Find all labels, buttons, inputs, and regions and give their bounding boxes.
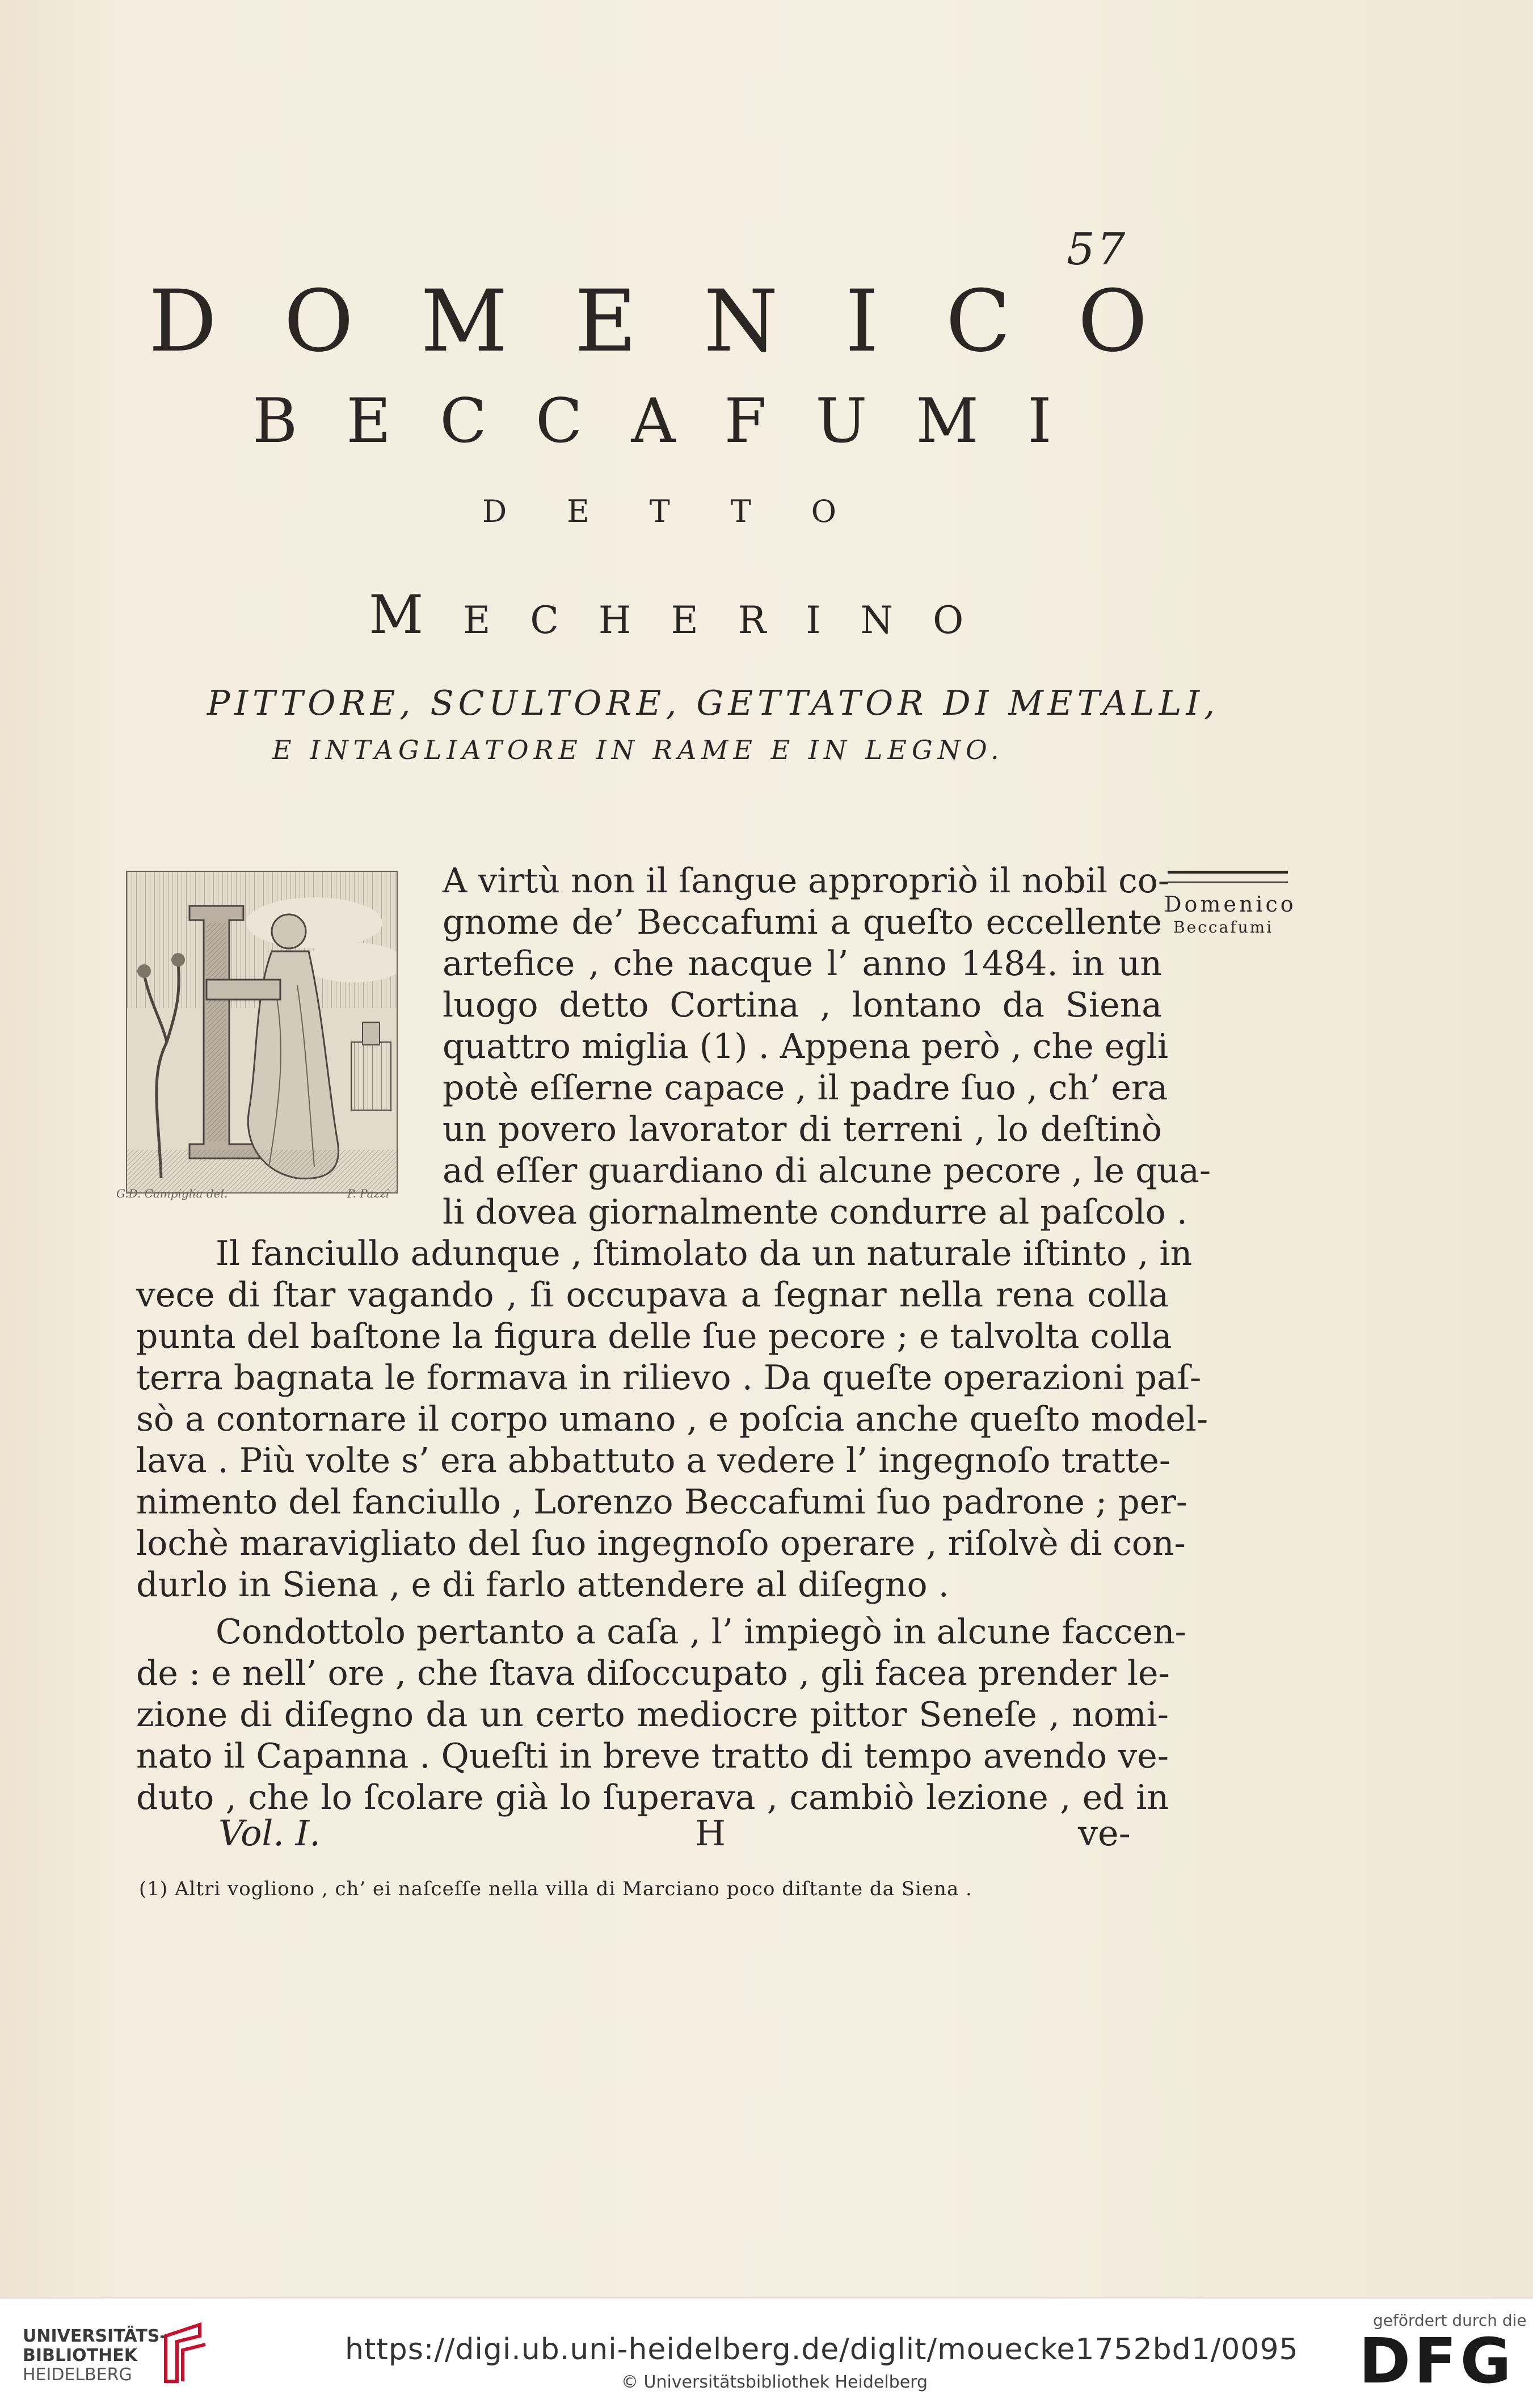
library-name [23,2327,167,2365]
title-mecherino [369,584,1533,646]
engraving-signature-left: G.D. Campiglia del. [116,1187,228,1200]
body-line: potè eſſerne capace , il padre ſuo , ch’ era [443,1068,1168,1108]
body-line: gnome de’ Beccafumi a queſto eccellente [443,903,1162,942]
permalink-url[interactable]: https://digi.ub.uni-heidelberg.de/diglit/mouecke1752bd1/0095 [345,2333,1299,2367]
title-domenico: DOMENICO [149,272,1215,371]
engraving-signature-right: P. Pazzi [347,1187,390,1200]
viewer-footer [0,2297,1533,2408]
page-number: 57 [1067,224,1128,275]
body-line: zione di diſegno da un certo mediocre pittor Seneſe , nomi- [136,1695,1169,1735]
title-detto: DETTO [482,494,897,529]
subtitle-line-1: PITTORE, SCULTORE, GETTATOR DI METALLI, [207,684,1220,723]
body-line: Il fanciullo adunque , ſtimolato da un naturale iſtinto , in [216,1234,1193,1273]
catchword: ve- [1078,1812,1131,1854]
body-line: un povero lavorator di terreni , lo deſtinò [443,1110,1162,1149]
dfg-logo[interactable]: DFG [1359,2325,1515,2397]
margin-note-line-2: Beccafumi [1173,918,1274,937]
copyright-notice: © Universitätsbibliothek Heidelberg [621,2372,928,2392]
body-line: terra bagnata le formava in rilievo . Da queſte operazioni paſ- [136,1358,1202,1398]
body-line: sò a contornare il corpo umano , e poſcia anche queſto model- [136,1399,1208,1439]
decorated-initial-engraving [126,871,398,1194]
subtitle-line-2: E INTAGLIATORE IN RAME E IN LEGNO. [272,735,1004,765]
body-line: artefice , che nacque l’ anno 1484. in un [443,944,1162,984]
body-line: punta del baſtone la figura delle ſue pecore ; e talvolta colla [136,1317,1172,1356]
library-city: HEIDELBERG [23,2365,132,2385]
library-name-line-2: BIBLIOTHEK [23,2346,137,2365]
library-name-line-1: UNIVERSITÄTS- [23,2326,167,2346]
library-logo-icon[interactable] [154,2319,211,2387]
body-line: duto , che lo ſcolare già lo ſuperava , cambiò lezione , ed in [136,1778,1169,1817]
body-line: Condottolo pertanto a caſa , l’ impiegò in alcune faccen- [216,1612,1186,1652]
body-line: nimento del fanciullo , Lorenzo Beccafumi ſuo padrone ; per- [136,1482,1188,1522]
body-line: ad eſſer guardiano di alcune pecore , le qua- [443,1151,1211,1191]
body-line: lochè maravigliato del ſuo ingegnoſo operare , riſolvè di con- [136,1524,1186,1563]
body-line: de : e nell’ ore , che ſtava diſoccupato , gli facea prender le- [136,1654,1170,1693]
margin-note-line-1: Domenico [1164,892,1296,917]
body-line: durlo in Siena , e di farlo attendere al diſegno . [136,1565,949,1605]
body-line: lava . Più volte s’ era abbattuto a vedere l’ ingegnoſo tratte- [136,1441,1171,1481]
funded-by-label: gefördert durch die [1373,2311,1527,2330]
body-line: A virtù non il ſangue appropriò il nobil co- [443,861,1170,901]
footnote: (1) Altri vogliono , ch’ ei naſceſſe nella villa di Marciano poco diſtante da Siena . [139,1878,972,1900]
engraving-illustration [127,872,397,1192]
title-mecherino-rest: ECHERINO [463,598,1004,642]
body-line: vece di ſtar vagando , ſi occupava a ſegnar nella rena colla [136,1275,1169,1315]
body-line: li dovea giornalmente condurre al paſcolo . [443,1192,1187,1232]
margin-rule [1168,871,1288,883]
volume-signature: Vol. I. [218,1812,321,1854]
body-line: nato il Capanna . Queſti in breve tratto di tempo avendo ve- [136,1736,1169,1776]
title-mecherino-cap: M [369,584,464,646]
body-line: quattro miglia (1) . Appena però , che egli [443,1027,1169,1066]
title-beccafumi: BECCAFUMI [252,386,1101,457]
gathering-signature: H [695,1812,726,1854]
body-line: luogo detto Cortina , lontano da Siena [443,985,1162,1025]
